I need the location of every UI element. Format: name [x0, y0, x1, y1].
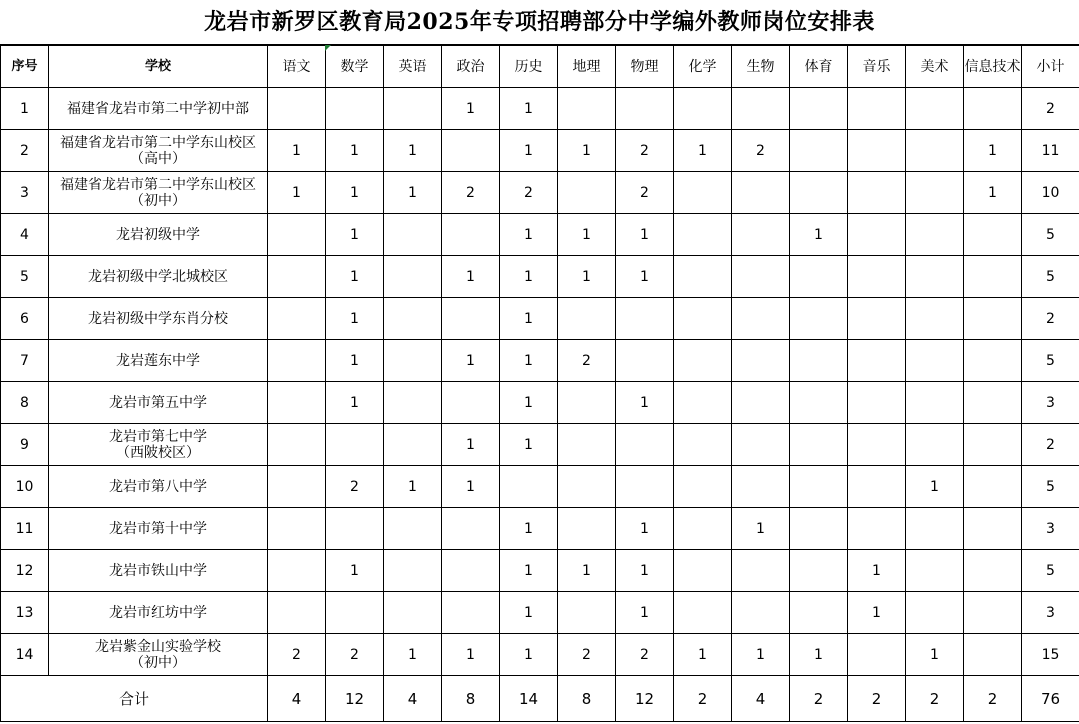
position-count-cell: 1	[268, 172, 326, 214]
position-count-cell	[674, 256, 732, 298]
position-count-cell	[848, 256, 906, 298]
position-count-cell	[558, 88, 616, 130]
position-count-cell: 2	[558, 634, 616, 676]
position-count-cell: 2	[616, 172, 674, 214]
total-count-cell: 4	[384, 676, 442, 722]
table-row	[1, 214, 1079, 256]
total-count-cell: 2	[848, 676, 906, 722]
school-campus: （西陂校区）	[116, 444, 200, 461]
position-count-cell: 1	[906, 466, 964, 508]
position-count-cell	[964, 298, 1022, 340]
position-count-cell	[268, 214, 326, 256]
school-name: 龙岩市铁山中学	[109, 562, 207, 579]
school-name: 龙岩市第七中学	[109, 428, 207, 445]
position-count-cell	[558, 172, 616, 214]
table-row	[1, 382, 1079, 424]
position-count-cell	[558, 466, 616, 508]
header-school: 学校	[49, 46, 268, 88]
position-count-cell: 1	[442, 424, 500, 466]
school-campus: （初中）	[130, 192, 186, 209]
row-index: 10	[1, 466, 49, 508]
position-count-cell: 1	[442, 466, 500, 508]
school-name: 龙岩初级中学	[116, 226, 200, 243]
table-row	[1, 340, 1079, 382]
header-subject: 信息技术	[964, 46, 1022, 88]
school-name: 龙岩紫金山实验学校	[95, 638, 221, 655]
position-count-cell	[442, 214, 500, 256]
position-count-cell: 1	[326, 172, 384, 214]
position-count-cell	[848, 382, 906, 424]
row-subtotal: 5	[1022, 466, 1079, 508]
position-count-cell	[674, 382, 732, 424]
position-count-cell: 1	[442, 256, 500, 298]
grand-total: 76	[1022, 676, 1079, 722]
position-count-cell	[732, 298, 790, 340]
position-count-cell	[964, 256, 1022, 298]
header-subject: 化学	[674, 46, 732, 88]
position-count-cell	[906, 592, 964, 634]
school-name-cell	[49, 550, 268, 592]
header-subject: 体育	[790, 46, 848, 88]
position-count-cell: 1	[964, 172, 1022, 214]
position-count-cell: 2	[442, 172, 500, 214]
position-count-cell	[558, 424, 616, 466]
position-count-cell: 1	[326, 340, 384, 382]
total-count-cell: 8	[558, 676, 616, 722]
position-count-cell	[906, 88, 964, 130]
position-count-cell	[616, 424, 674, 466]
position-count-cell: 2	[326, 466, 384, 508]
row-subtotal: 11	[1022, 130, 1079, 172]
school-name: 龙岩莲东中学	[116, 352, 200, 369]
position-count-cell: 1	[790, 214, 848, 256]
position-count-cell: 1	[384, 172, 442, 214]
school-name: 龙岩初级中学北城校区	[88, 268, 228, 285]
position-count-cell	[674, 88, 732, 130]
position-count-cell: 2	[616, 634, 674, 676]
table-row	[1, 508, 1079, 550]
position-count-cell: 1	[326, 550, 384, 592]
school-name-cell	[49, 172, 268, 214]
school-campus: （高中）	[130, 150, 186, 167]
row-subtotal: 5	[1022, 340, 1079, 382]
position-count-cell	[268, 298, 326, 340]
position-count-cell: 1	[326, 382, 384, 424]
position-count-cell: 1	[732, 634, 790, 676]
total-count-cell: 2	[906, 676, 964, 722]
position-count-cell: 1	[500, 634, 558, 676]
row-subtotal: 15	[1022, 634, 1079, 676]
position-count-cell: 1	[268, 130, 326, 172]
header-subtotal: 小计	[1022, 46, 1079, 88]
row-index: 9	[1, 424, 49, 466]
row-index: 7	[1, 340, 49, 382]
position-count-cell	[674, 298, 732, 340]
row-index: 2	[1, 130, 49, 172]
position-count-cell: 1	[848, 592, 906, 634]
position-count-cell	[384, 88, 442, 130]
position-count-cell	[790, 298, 848, 340]
position-count-cell	[326, 592, 384, 634]
position-count-cell: 1	[500, 214, 558, 256]
position-count-cell	[674, 172, 732, 214]
row-index: 5	[1, 256, 49, 298]
position-count-cell: 1	[848, 550, 906, 592]
total-count-cell: 2	[964, 676, 1022, 722]
row-subtotal: 10	[1022, 172, 1079, 214]
position-count-cell	[500, 466, 558, 508]
position-count-cell: 1	[442, 88, 500, 130]
position-count-cell	[848, 634, 906, 676]
position-count-cell	[732, 214, 790, 256]
position-count-cell	[790, 172, 848, 214]
position-count-cell	[906, 424, 964, 466]
total-count-cell: 4	[268, 676, 326, 722]
table-row	[1, 424, 1079, 466]
school-name-cell	[49, 130, 268, 172]
total-count-cell: 2	[674, 676, 732, 722]
total-label: 合计	[1, 676, 268, 722]
position-count-cell	[906, 256, 964, 298]
position-count-cell	[964, 382, 1022, 424]
position-count-cell	[790, 130, 848, 172]
position-count-cell	[326, 88, 384, 130]
row-index: 1	[1, 88, 49, 130]
position-count-cell: 2	[616, 130, 674, 172]
position-count-cell: 1	[616, 550, 674, 592]
position-count-cell	[848, 424, 906, 466]
position-count-cell: 1	[326, 256, 384, 298]
position-count-cell	[326, 424, 384, 466]
position-count-cell: 1	[500, 130, 558, 172]
row-index: 14	[1, 634, 49, 676]
row-index: 13	[1, 592, 49, 634]
school-name: 龙岩市第八中学	[109, 478, 207, 495]
total-count-cell: 2	[790, 676, 848, 722]
position-count-cell	[848, 466, 906, 508]
position-count-cell	[674, 424, 732, 466]
header-subject: 英语	[384, 46, 442, 88]
school-name: 龙岩市第五中学	[109, 394, 207, 411]
position-count-cell	[268, 382, 326, 424]
position-count-cell	[268, 508, 326, 550]
school-name-cell	[49, 634, 268, 676]
header-row	[1, 46, 1079, 88]
table-row	[1, 466, 1079, 508]
position-count-cell	[732, 424, 790, 466]
position-count-cell	[848, 130, 906, 172]
total-row	[1, 676, 1079, 722]
header-subject: 数学	[326, 46, 384, 88]
position-count-cell	[906, 214, 964, 256]
position-count-cell: 1	[500, 256, 558, 298]
row-index: 8	[1, 382, 49, 424]
position-count-cell	[616, 466, 674, 508]
position-count-cell: 1	[616, 214, 674, 256]
row-subtotal: 2	[1022, 424, 1079, 466]
school-name-cell	[49, 214, 268, 256]
row-subtotal: 5	[1022, 550, 1079, 592]
position-count-cell	[964, 550, 1022, 592]
position-count-cell: 1	[500, 592, 558, 634]
position-count-cell	[674, 340, 732, 382]
header-subject: 生物	[732, 46, 790, 88]
position-count-cell	[790, 466, 848, 508]
header-subject: 历史	[500, 46, 558, 88]
position-count-cell	[790, 550, 848, 592]
position-count-cell	[964, 508, 1022, 550]
position-count-cell: 2	[326, 634, 384, 676]
position-count-cell: 2	[558, 340, 616, 382]
position-count-cell: 1	[500, 424, 558, 466]
position-count-cell: 2	[732, 130, 790, 172]
position-count-cell	[790, 508, 848, 550]
total-count-cell: 4	[732, 676, 790, 722]
position-count-cell	[732, 592, 790, 634]
row-index: 11	[1, 508, 49, 550]
school-name: 龙岩市红坊中学	[109, 604, 207, 621]
position-count-cell: 1	[500, 382, 558, 424]
position-count-cell	[442, 550, 500, 592]
position-count-cell	[674, 214, 732, 256]
row-index: 6	[1, 298, 49, 340]
position-count-cell	[790, 256, 848, 298]
row-index: 3	[1, 172, 49, 214]
header-subject: 美术	[906, 46, 964, 88]
row-subtotal: 5	[1022, 214, 1079, 256]
school-name-cell	[49, 382, 268, 424]
table-row	[1, 88, 1079, 130]
school-name-cell	[49, 88, 268, 130]
row-subtotal: 2	[1022, 298, 1079, 340]
position-count-cell: 1	[326, 130, 384, 172]
position-count-cell	[848, 340, 906, 382]
school-name: 福建省龙岩市第二中学初中部	[67, 100, 249, 117]
position-count-cell	[558, 592, 616, 634]
position-count-cell	[674, 592, 732, 634]
position-count-cell: 1	[616, 508, 674, 550]
header-subject: 音乐	[848, 46, 906, 88]
position-count-cell: 2	[268, 634, 326, 676]
position-count-cell	[964, 424, 1022, 466]
position-count-cell	[906, 130, 964, 172]
position-count-cell	[268, 550, 326, 592]
school-name-cell	[49, 592, 268, 634]
position-count-cell	[384, 340, 442, 382]
position-count-cell	[268, 88, 326, 130]
position-count-cell	[732, 88, 790, 130]
position-count-cell	[790, 592, 848, 634]
school-name-cell	[49, 508, 268, 550]
position-count-cell	[384, 508, 442, 550]
position-count-cell: 1	[558, 214, 616, 256]
position-count-cell: 1	[500, 508, 558, 550]
position-count-cell: 1	[616, 256, 674, 298]
position-count-cell	[674, 508, 732, 550]
position-count-cell: 1	[558, 256, 616, 298]
position-count-cell: 1	[732, 508, 790, 550]
school-name: 福建省龙岩市第二中学东山校区	[60, 176, 256, 193]
total-count-cell: 12	[616, 676, 674, 722]
school-name: 福建省龙岩市第二中学东山校区	[60, 134, 256, 151]
position-count-cell: 1	[674, 130, 732, 172]
position-count-cell: 1	[500, 550, 558, 592]
position-count-cell	[732, 172, 790, 214]
school-name-cell	[49, 466, 268, 508]
position-count-cell	[384, 256, 442, 298]
position-count-cell	[906, 382, 964, 424]
row-subtotal: 3	[1022, 592, 1079, 634]
position-count-cell	[964, 466, 1022, 508]
position-count-cell	[906, 508, 964, 550]
position-count-cell	[442, 508, 500, 550]
school-name-cell	[49, 256, 268, 298]
position-count-cell	[732, 256, 790, 298]
position-count-cell: 1	[558, 550, 616, 592]
position-count-cell	[616, 88, 674, 130]
position-count-cell	[384, 550, 442, 592]
position-count-cell: 1	[500, 298, 558, 340]
position-count-cell: 1	[442, 634, 500, 676]
position-count-cell	[558, 508, 616, 550]
row-subtotal: 3	[1022, 508, 1079, 550]
school-name-cell	[49, 340, 268, 382]
position-count-cell: 1	[384, 130, 442, 172]
table-row	[1, 550, 1079, 592]
position-count-cell: 1	[616, 382, 674, 424]
position-count-cell	[964, 634, 1022, 676]
school-name-cell	[49, 424, 268, 466]
position-count-cell	[790, 340, 848, 382]
header-subject: 地理	[558, 46, 616, 88]
position-count-cell	[906, 298, 964, 340]
table-row	[1, 256, 1079, 298]
position-count-cell: 1	[558, 130, 616, 172]
position-count-cell	[442, 130, 500, 172]
school-name: 龙岩市第十中学	[109, 520, 207, 537]
position-count-cell	[268, 256, 326, 298]
table-row	[1, 130, 1079, 172]
position-count-cell	[964, 340, 1022, 382]
position-count-cell	[442, 592, 500, 634]
total-count-cell: 12	[326, 676, 384, 722]
position-count-cell	[442, 382, 500, 424]
position-count-cell	[964, 88, 1022, 130]
position-count-cell	[848, 172, 906, 214]
position-count-cell	[674, 466, 732, 508]
row-subtotal: 2	[1022, 88, 1079, 130]
position-count-cell: 1	[616, 592, 674, 634]
position-count-cell: 1	[384, 466, 442, 508]
position-count-cell	[616, 340, 674, 382]
position-count-cell: 1	[500, 88, 558, 130]
header-subject: 物理	[616, 46, 674, 88]
table-row	[1, 172, 1079, 214]
sheet-title: 龙岩市新罗区教育局2025年专项招聘部分中学编外教师岗位安排表	[0, 0, 1079, 45]
position-count-cell: 1	[326, 298, 384, 340]
position-count-cell: 1	[500, 340, 558, 382]
position-count-cell: 1	[964, 130, 1022, 172]
position-count-cell	[790, 424, 848, 466]
position-count-cell: 1	[790, 634, 848, 676]
school-name-cell	[49, 298, 268, 340]
position-count-cell	[964, 214, 1022, 256]
position-count-cell: 1	[326, 214, 384, 256]
row-index: 4	[1, 214, 49, 256]
position-count-cell	[790, 88, 848, 130]
position-count-cell	[732, 550, 790, 592]
position-count-cell	[558, 382, 616, 424]
school-campus: （初中）	[130, 654, 186, 671]
position-count-cell	[848, 88, 906, 130]
recruitment-table	[0, 45, 1079, 722]
row-subtotal: 5	[1022, 256, 1079, 298]
position-count-cell	[616, 298, 674, 340]
position-count-cell: 1	[906, 634, 964, 676]
position-count-cell	[848, 508, 906, 550]
table-row	[1, 298, 1079, 340]
position-count-cell	[384, 592, 442, 634]
row-index: 12	[1, 550, 49, 592]
school-name: 龙岩初级中学东肖分校	[88, 310, 228, 327]
table-row	[1, 634, 1079, 676]
position-count-cell	[906, 550, 964, 592]
position-count-cell	[906, 172, 964, 214]
header-subject: 语文	[268, 46, 326, 88]
position-count-cell	[268, 592, 326, 634]
table-row	[1, 592, 1079, 634]
position-count-cell	[848, 298, 906, 340]
position-count-cell	[268, 424, 326, 466]
position-count-cell	[964, 592, 1022, 634]
position-count-cell	[790, 382, 848, 424]
row-subtotal: 3	[1022, 382, 1079, 424]
position-count-cell: 1	[442, 340, 500, 382]
header-index: 序号	[1, 46, 49, 88]
position-count-cell: 1	[384, 634, 442, 676]
position-count-cell	[384, 424, 442, 466]
total-count-cell: 14	[500, 676, 558, 722]
position-count-cell	[384, 298, 442, 340]
total-count-cell: 8	[442, 676, 500, 722]
position-count-cell	[848, 214, 906, 256]
position-count-cell	[732, 382, 790, 424]
header-subject: 政治	[442, 46, 500, 88]
cell-comment-marker	[325, 45, 331, 51]
position-count-cell	[732, 466, 790, 508]
position-count-cell	[268, 466, 326, 508]
position-count-cell: 2	[500, 172, 558, 214]
position-count-cell	[732, 340, 790, 382]
position-count-cell: 1	[674, 634, 732, 676]
position-count-cell	[326, 508, 384, 550]
position-count-cell	[442, 298, 500, 340]
position-count-cell	[674, 550, 732, 592]
position-count-cell	[384, 214, 442, 256]
position-count-cell	[906, 340, 964, 382]
position-count-cell	[558, 298, 616, 340]
position-count-cell	[268, 340, 326, 382]
position-count-cell	[384, 382, 442, 424]
